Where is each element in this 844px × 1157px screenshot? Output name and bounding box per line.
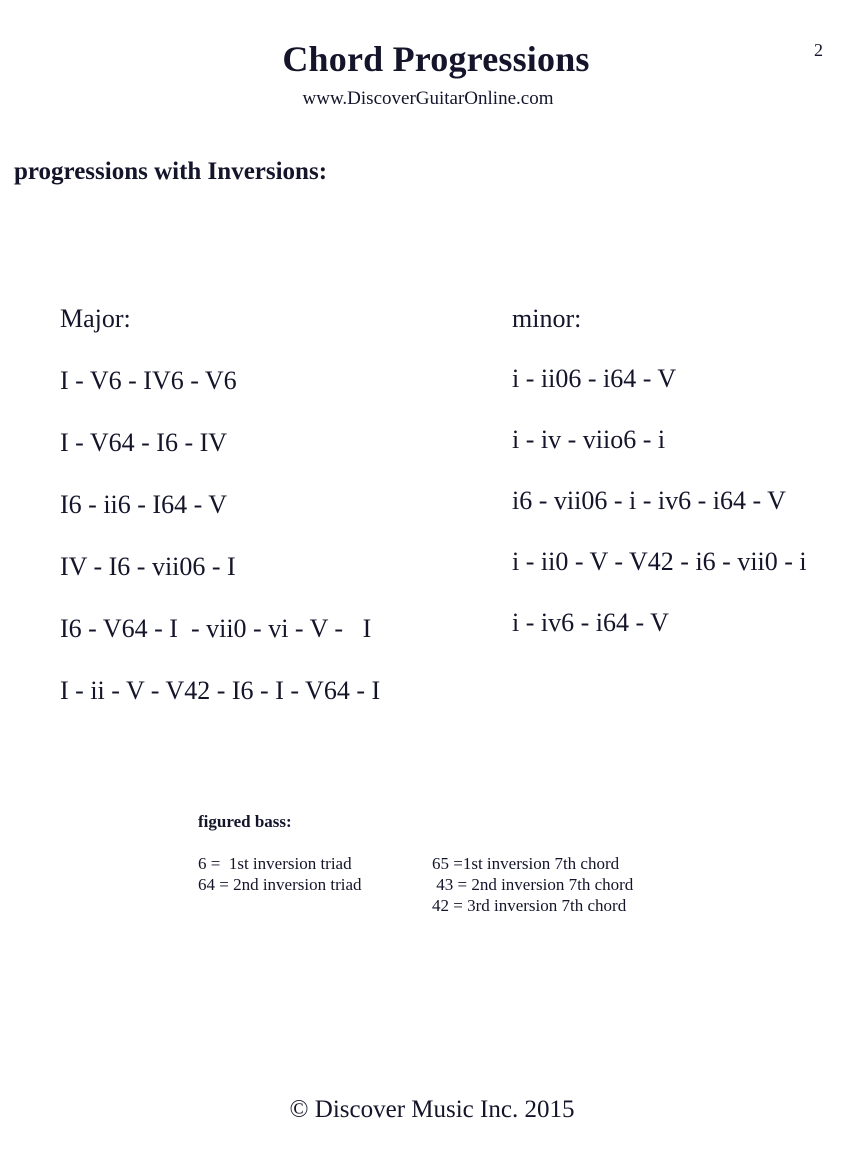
minor-heading: minor: bbox=[512, 304, 582, 333]
website-url: www.DiscoverGuitarOnline.com bbox=[302, 88, 554, 109]
page-title: Chord Progressions bbox=[282, 39, 590, 79]
copyright-notice: © Discover Music Inc. 2015 bbox=[289, 1096, 575, 1123]
section-heading: progressions with Inversions: bbox=[14, 158, 328, 185]
figured-bass-triads bbox=[198, 853, 362, 895]
figured-bass-entry: 43 = 2nd inversion 7th chord bbox=[432, 875, 634, 894]
page-number: 2 bbox=[814, 40, 823, 60]
minor-progression: i - iv - viio6 - i bbox=[512, 425, 666, 454]
minor-progressions-column bbox=[512, 304, 807, 669]
major-progression: I - V64 - I6 - IV bbox=[60, 428, 228, 457]
major-progressions-column bbox=[60, 304, 380, 738]
figured-bass-entry: 65 =1st inversion 7th chord bbox=[432, 854, 620, 873]
minor-progression: i - iv6 - i64 - V bbox=[512, 608, 669, 637]
figured-bass-entry: 6 = 1st inversion triad bbox=[198, 854, 352, 873]
figured-bass-entry: 42 = 3rd inversion 7th chord bbox=[432, 896, 627, 915]
major-progression: I6 - V64 - I - vii0 - vi - V - I bbox=[60, 614, 372, 643]
major-progression: IV - I6 - vii06 - I bbox=[60, 552, 236, 581]
major-heading: Major: bbox=[60, 304, 131, 333]
figured-bass-heading: figured bass: bbox=[198, 812, 292, 831]
figured-bass-entry: 64 = 2nd inversion triad bbox=[198, 875, 362, 894]
minor-progression: i - ii0 - V - V42 - i6 - vii0 - i bbox=[512, 547, 807, 576]
minor-progression: i6 - vii06 - i - iv6 - i64 - V bbox=[512, 486, 786, 515]
major-progression: I - V6 - IV6 - V6 bbox=[60, 366, 237, 395]
major-progression: I6 - ii6 - I64 - V bbox=[60, 490, 228, 519]
figured-bass-sevenths bbox=[432, 853, 633, 916]
minor-progression: i - ii06 - i64 - V bbox=[512, 364, 677, 393]
major-progression: I - ii - V - V42 - I6 - I - V64 - I bbox=[60, 676, 381, 705]
